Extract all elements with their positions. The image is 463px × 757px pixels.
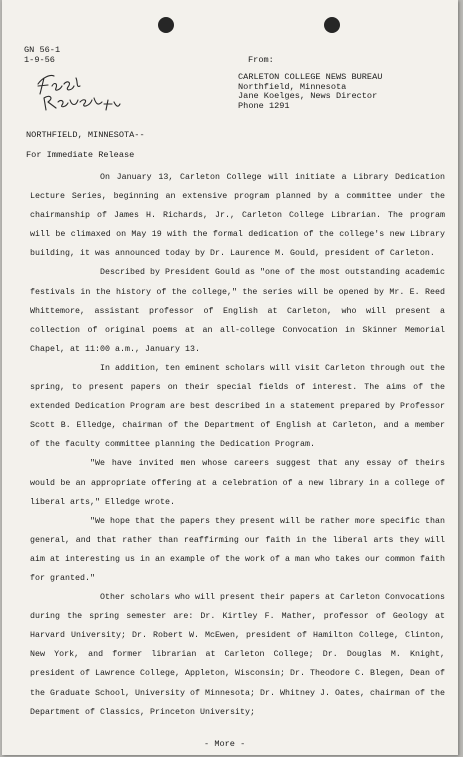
paragraph: In addition, ten eminent scholars will visit Carleton through out the spring, to present papers on their special fields of interest. The aims of the extended Dedication Program are best described in a statement prepared by Professor Scott B. Elledge, chairman of the Department of English at Carleton, and a member of the faculty committee planning the Dedication Program. xyxy=(30,363,445,450)
paragraph: Other scholars who will present their papers at Carleton Convocations during the spring semester are: Dr. Kirtley F. Mather, professor of Geology at Harvard University; Dr. Robert W. McEwen, president of Hamilton College, Clinton, New York, and former librarian at Carleton College; Dr. Douglas M. Knight, president of Lawrence College, Appleton, Wisconsin; Dr. Theodore C. Blegen, Dean of the Graduate School, University of Minnesota; Dr. Whitney J. Oates, chairman of the Department of Classics, Princeton University; xyxy=(30,593,445,717)
paragraph: Described by President Gould as "one of the most outstanding academic festivals in the history of the college," the series will be opened by Mr. E. Reed Whittemore, assistant professor of English at Carleton, who will present a collection of original poems at an all-college Convocation in Skinner Memorial Chapel, at 11:00 a.m., January 13. xyxy=(30,268,445,354)
document-date: 1-9-56 xyxy=(24,55,55,65)
press-release-page xyxy=(2,0,458,755)
sender-block xyxy=(238,73,382,111)
sender-line: Northfield, Minnesota xyxy=(238,81,347,92)
paragraph: "We hope that the papers they present will be rather more specific than general, and that rather than reaffirming our faith in the liberal arts they will aim at interesting us in an example of the work of a man who takes our common faith for granted." xyxy=(30,516,445,583)
more-indicator: - More - xyxy=(204,739,246,749)
dateline: NORTHFIELD, MINNESOTA-- xyxy=(26,130,145,140)
document-code: GN 56-1 xyxy=(24,45,61,55)
sender-line: Jane Koelges, News Director xyxy=(238,91,378,102)
document-code-block xyxy=(24,45,60,65)
sender-line: CARLETON COLLEGE NEWS BUREAU xyxy=(238,72,383,82)
handwritten-note xyxy=(32,64,122,112)
sender-line: Phone 1291 xyxy=(238,100,290,111)
article-body xyxy=(30,168,445,722)
release-notice: For Immediate Release xyxy=(26,150,135,160)
paragraph: On January 13, Carleton College will initiate a Library Dedication Lecture Series, beginning an extensive program planned by a committee under the chairmanship of James H. Richards, Jr., Carleton College Librarian. The program will be climaxed on May 19 with the formal dedication of the college's new Library building, it was announced today by Dr. Laurence M. Gould, president of Carleton. xyxy=(30,173,445,259)
punch-hole xyxy=(158,17,174,33)
from-label: From: xyxy=(248,55,274,65)
punch-hole xyxy=(324,17,340,33)
paragraph: "We have invited men whose careers suggest that any essay of theirs would be an appropriate offering at a celebration of a new library in a college of liberal arts," Elledge wrote. xyxy=(30,459,445,507)
